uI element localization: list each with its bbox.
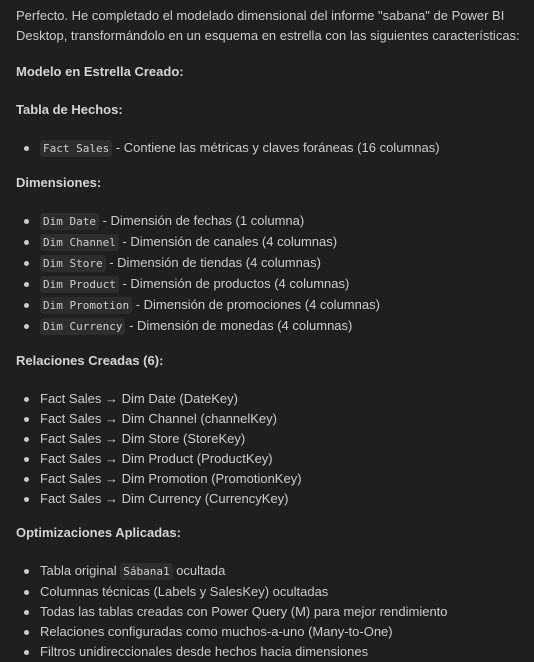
list-item [16, 316, 528, 337]
relations-list [16, 389, 528, 509]
inline-code: Dim Store [40, 255, 106, 272]
list-item-text: - Dimensión de tiendas (4 columnas) [105, 255, 321, 270]
list-item [16, 274, 528, 295]
list-item: Fact Sales → Dim Channel (channelKey) [16, 409, 528, 429]
list-item [16, 232, 528, 253]
inline-code: Dim Product [40, 276, 119, 293]
list-item-text: - Dimensión de canales (4 columnas) [118, 234, 338, 249]
optimizations-heading: Optimizaciones Aplicadas: [16, 525, 181, 540]
inline-code: Dim Promotion [40, 297, 132, 314]
facts-heading: Tabla de Hechos: [16, 102, 123, 117]
list-item: Fact Sales → Dim Currency (CurrencyKey) [16, 489, 528, 509]
inline-code: Dim Date [40, 213, 99, 230]
list-item: Columnas técnicas (Labels y SalesKey) ocultadas [16, 582, 528, 602]
list-item [16, 253, 528, 274]
list-item: Fact Sales → Dim Promotion (PromotionKey) [16, 469, 528, 489]
list-item [16, 138, 528, 159]
list-item: Fact Sales → Dim Store (StoreKey) [16, 429, 528, 449]
list-item-text: Tabla original [40, 563, 121, 578]
list-item [16, 295, 528, 316]
inline-code: Sábana1 [120, 563, 172, 580]
list-item-text: - Contiene las métricas y claves foráneas (16 columnas) [112, 140, 440, 155]
list-item: Fact Sales → Dim Product (ProductKey) [16, 449, 528, 469]
optimizations-list [16, 561, 528, 662]
model-heading: Modelo en Estrella Creado: [16, 64, 184, 79]
facts-list [16, 138, 528, 159]
list-item: Fact Sales → Dim Date (DateKey) [16, 389, 528, 409]
inline-code: Fact Sales [40, 140, 112, 157]
list-item-text: - Dimensión de fechas (1 columna) [98, 213, 305, 228]
list-item-text: - Dimensión de promociones (4 columnas) [132, 297, 380, 312]
list-item-text: - Dimensión de productos (4 columnas) [118, 276, 350, 291]
list-item: Todas las tablas creadas con Power Query (M) para mejor rendimiento [16, 602, 528, 622]
list-item: Filtros unidireccionales desde hechos hacia dimensiones [16, 642, 528, 662]
list-item-text: ocultada [172, 563, 226, 578]
inline-code: Dim Currency [40, 318, 125, 335]
list-item-text: - Dimensión de monedas (4 columnas) [125, 318, 353, 333]
relations-heading: Relaciones Creadas (6): [16, 353, 164, 368]
dimensions-list [16, 211, 528, 337]
list-item [16, 211, 528, 232]
list-item [16, 561, 528, 582]
inline-code: Dim Channel [40, 234, 119, 251]
dimensions-heading: Dimensiones: [16, 175, 102, 190]
intro-paragraph: Perfecto. He completado el modelado dimensional del informe "sabana" de Power BI Desktop, transformándolo en un esquema en estrella con las siguientes características: [16, 8, 520, 43]
chat-response [16, 6, 528, 662]
list-item: Relaciones configuradas como muchos-a-uno (Many-to-One) [16, 622, 528, 642]
